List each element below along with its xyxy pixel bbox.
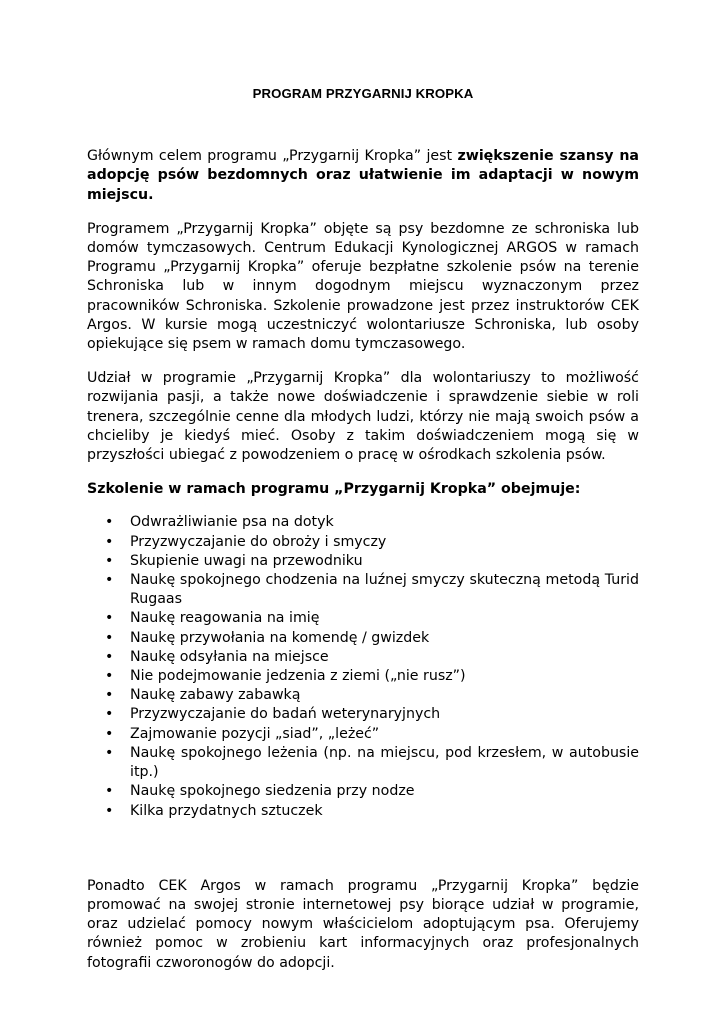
training-list	[87, 513, 639, 820]
intro-text: Głównym celem programu „Przygarnij Kropka” jest	[87, 148, 458, 165]
bullet-icon: •	[105, 744, 114, 761]
bullet-icon: •	[105, 514, 114, 531]
training-list-item	[87, 533, 639, 552]
training-list-item-text: Naukę spokojnego siedzenia przy nodze	[130, 783, 415, 800]
training-list-item-text: Nie podejmowanie jedzenia z ziemi („nie rusz”)	[130, 668, 466, 685]
training-list-item-text: Naukę reagowania na imię	[130, 610, 320, 627]
bullet-icon: •	[105, 706, 114, 723]
intro-bold-text: zwiększenie szansy na adopcję psów bezdomnych oraz ułatwienie im adaptacji w nowym miejscu.	[87, 148, 639, 203]
bullet-icon: •	[105, 668, 114, 685]
bullet-icon: •	[105, 552, 114, 569]
bullet-icon: •	[105, 802, 114, 819]
training-list-heading: Szkolenie w ramach programu „Przygarnij Kropka” obejmuje:	[87, 481, 581, 498]
training-list-item-text: Zajmowanie pozycji „siad”, „leżeć”	[130, 725, 380, 742]
bullet-icon: •	[105, 629, 114, 646]
document-title: PROGRAM PRZYGARNIJ KROPKA	[252, 86, 474, 101]
training-list-item	[87, 686, 639, 705]
training-list-item	[87, 609, 639, 628]
training-list-item	[87, 667, 639, 686]
training-list-item-text: Naukę zabawy zabawką	[130, 687, 301, 704]
training-list-item	[87, 552, 639, 571]
training-list-item-text: Przyzwyczajanie do badań weterynaryjnych	[130, 706, 441, 723]
training-list-item-text: Skupienie uwagi na przewodniku	[130, 552, 363, 569]
bullet-icon: •	[105, 687, 114, 704]
program-description-paragraph: Programem „Przygarnij Kropka” objęte są psy bezdomne ze schroniska lub domów tymczasowych. Centrum Edukacji Kynologicznej ARGOS w ramach Programu „Przygarnij Kropka” oferuje bezpłatne szkolenie psów na terenie Schroniska lub w innym dogodnym miejscu wyznaczonym przez pracowników Schroniska. Szkolenie prowadzone jest przez instruktorów CEK Argos. W kursie mogą uczestniczyć wolontariusze Schroniska, lub osoby opiekujące się psem w ramach domu tymczasowego.	[87, 220, 639, 353]
training-list-item	[87, 802, 639, 821]
training-list-item	[87, 705, 639, 724]
training-list-item	[87, 782, 639, 801]
training-list-item-text: Naukę spokojnego chodzenia na luźnej smyczy skuteczną metodą Turid Rugaas	[130, 572, 639, 608]
intro-paragraph	[87, 147, 639, 205]
closing-paragraph: Ponadto CEK Argos w ramach programu „Przygarnij Kropka” będzie promować na swojej stronie internetowej psy biorące udział w programie, oraz udzielać pomocy nowym właścicielom adoptującym psa. Oferujemy również pomoc w zrobieniu kart informacyjnych oraz profesjonalnych fotografii czworonogów do adopcji.	[87, 877, 639, 971]
bullet-icon: •	[105, 648, 114, 665]
bullet-icon: •	[105, 725, 114, 742]
training-list-item-text: Naukę spokojnego leżenia (np. na miejscu, pod krzesłem, w autobusie itp.)	[130, 744, 639, 781]
training-list-item	[87, 629, 639, 648]
training-list-item-text: Kilka przydatnych sztuczek	[130, 802, 323, 819]
training-list-item-text: Przyzwyczajanie do obroży i smyczy	[130, 533, 387, 550]
training-list-item-text: Naukę przywołania na komendę / gwizdek	[130, 629, 430, 646]
training-list-item	[87, 725, 639, 744]
training-list-item	[87, 648, 639, 667]
bullet-icon: •	[105, 572, 114, 589]
bullet-icon: •	[105, 533, 114, 550]
bullet-icon: •	[105, 610, 114, 627]
training-list-item-text: Naukę odsyłania na miejsce	[130, 648, 329, 665]
training-list-item	[87, 571, 639, 609]
volunteer-paragraph: Udział w programie „Przygarnij Kropka” dla wolontariuszy to możliwość rozwijania pasji, a także nowe doświadczenie i sprawdzenie siebie w roli trenera, szczególnie cenne dla młodych ludzi, którzy nie mają swoich psów a chcieliby je kiedyś mieć. Osoby z takim doświadczeniem mogą się w przyszłości ubiegać z powodzeniem o pracę w ośrodkach szkolenia psów.	[87, 370, 639, 464]
training-list-item-text: Odwrażliwianie psa na dotyk	[130, 514, 334, 531]
bullet-icon: •	[105, 783, 114, 800]
document-body	[87, 84, 639, 988]
training-list-item	[87, 744, 639, 782]
training-list-item	[87, 513, 639, 532]
